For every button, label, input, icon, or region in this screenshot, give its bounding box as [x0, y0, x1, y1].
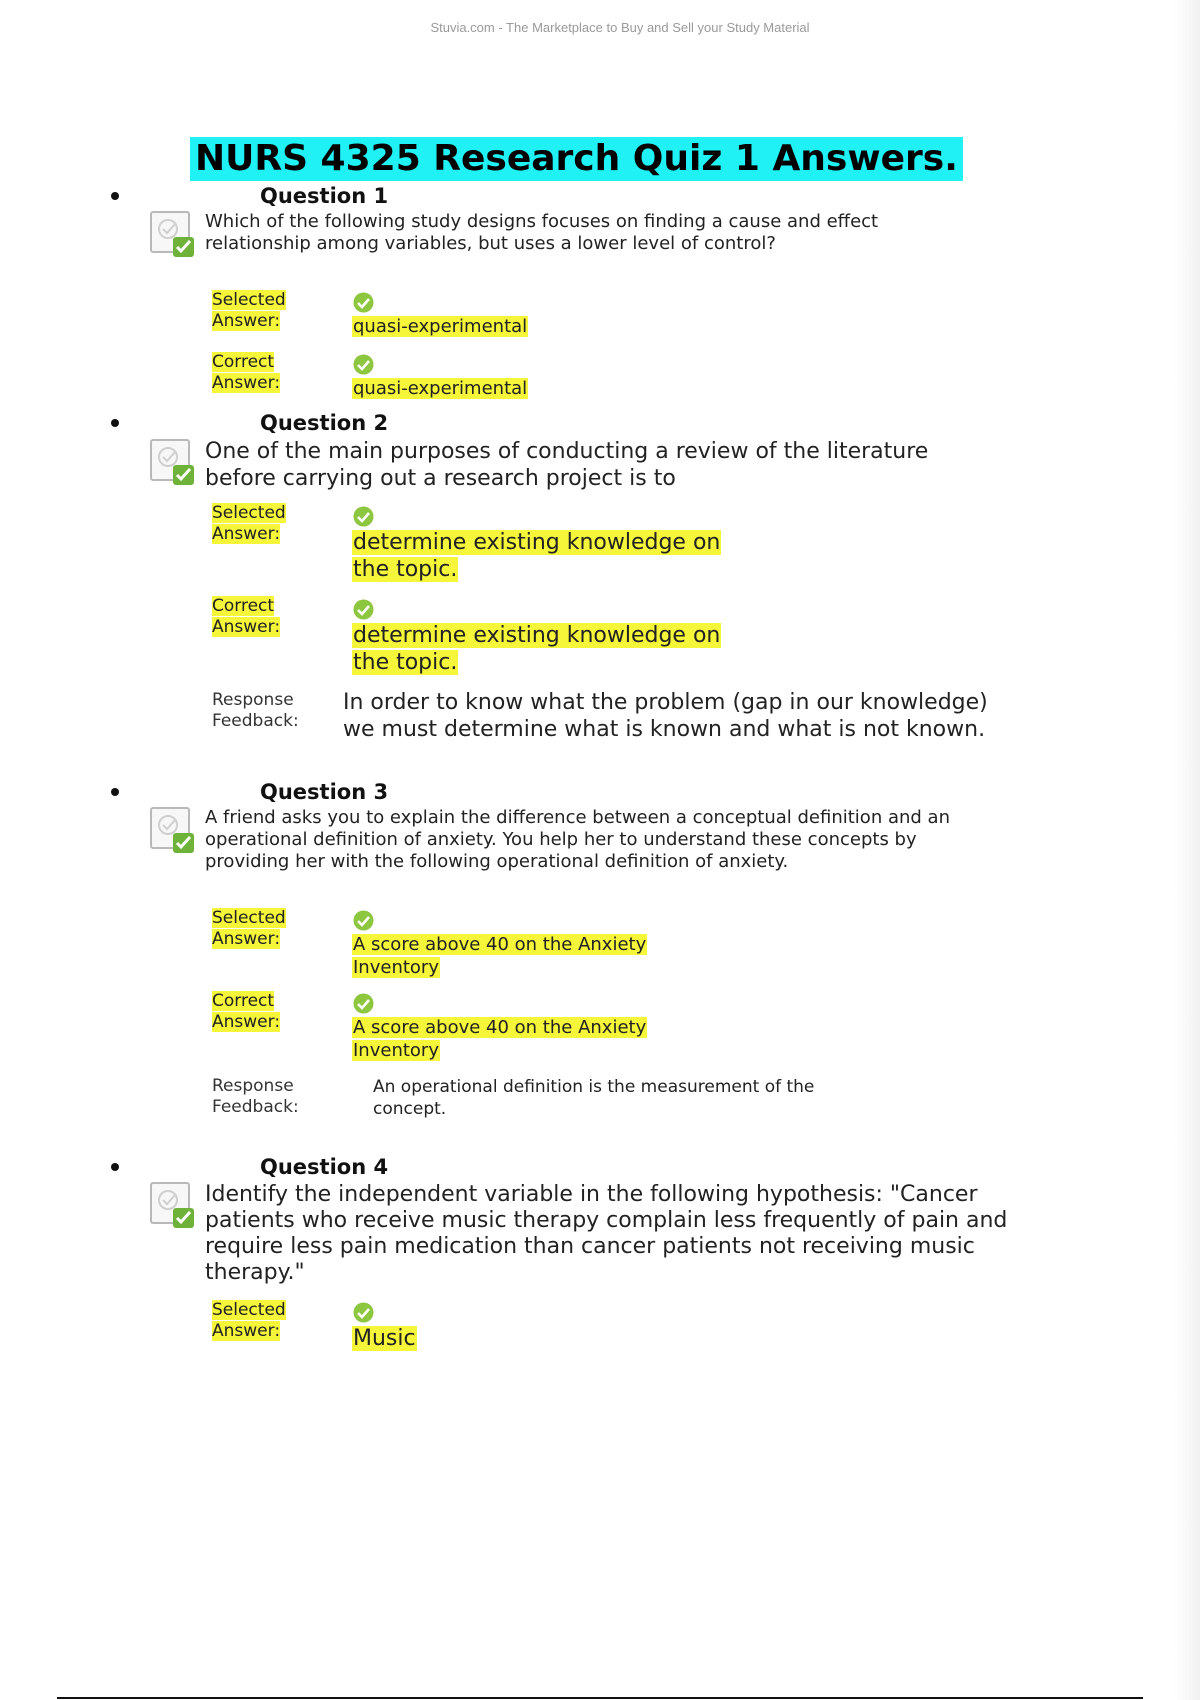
- question-heading: Question 3: [260, 780, 389, 804]
- selected-answer-label: Selected Answer:: [212, 503, 286, 544]
- graded-correct-icon: [150, 438, 196, 486]
- correct-answer: A score above 40 on the Anxiety Inventory: [353, 1017, 647, 1061]
- response-feedback: In order to know what the problem (gap in our knowledge) we must determine what is known and what is not known.: [343, 690, 988, 742]
- correct-answer: quasi-experimental: [353, 378, 528, 399]
- document-title: NURS 4325 Research Quiz 1 Answers.: [190, 137, 963, 181]
- selected-answer-label: Selected Answer:: [212, 290, 286, 331]
- correct-check-icon: [353, 599, 374, 620]
- question-text: Identify the independent variable in the following hypothesis: "Cancer patients who receive music therapy complain less frequently of pain and require less pain medication than cancer patients not receiving music therapy.": [205, 1182, 1008, 1285]
- response-feedback: An operational definition is the measurement of the concept.: [373, 1077, 815, 1119]
- selected-answer: A score above 40 on the Anxiety Inventory: [353, 934, 647, 978]
- selected-answer-label: Selected Answer:: [212, 1300, 286, 1341]
- document-title-wrap: [190, 137, 963, 181]
- page-bottom-rule: [57, 1697, 1143, 1699]
- graded-correct-icon: [150, 1181, 196, 1229]
- bullet: [111, 788, 119, 796]
- correct-check-icon: [353, 354, 374, 375]
- question-heading: Question 4: [260, 1155, 389, 1179]
- correct-answer: determine existing knowledge on the topic.: [353, 623, 721, 675]
- response-feedback-label: Response Feedback:: [212, 1076, 299, 1117]
- correct-check-icon: [353, 910, 374, 931]
- page-edge-shadow: [1174, 0, 1200, 1700]
- selected-answer-label: Selected Answer:: [212, 908, 286, 949]
- graded-correct-icon: [150, 806, 196, 854]
- question-heading: Question 2: [260, 411, 389, 435]
- correct-check-icon: [353, 1302, 374, 1323]
- bullet: [111, 419, 119, 427]
- correct-answer-label: Correct Answer:: [212, 991, 281, 1032]
- selected-answer: determine existing knowledge on the topic.: [353, 530, 721, 582]
- correct-check-icon: [353, 292, 374, 313]
- correct-answer-label: Correct Answer:: [212, 596, 281, 637]
- correct-answer-label: Correct Answer:: [212, 352, 281, 393]
- graded-correct-icon: [150, 210, 196, 258]
- site-header: Stuvia.com - The Marketplace to Buy and Sell your Study Material: [430, 20, 810, 35]
- selected-answer: Music: [353, 1326, 416, 1351]
- response-feedback-label: Response Feedback:: [212, 690, 299, 731]
- selected-answer: quasi-experimental: [353, 316, 528, 337]
- correct-check-icon: [353, 993, 374, 1014]
- question-text: Which of the following study designs focuses on finding a cause and effect relationship among variables, but uses a lower level of control?: [205, 211, 879, 254]
- correct-check-icon: [353, 506, 374, 527]
- question-heading: Question 1: [260, 184, 389, 208]
- question-text: One of the main purposes of conducting a review of the literature before carrying out a research project is to: [205, 439, 929, 491]
- question-text: A friend asks you to explain the difference between a conceptual definition and an operational definition of anxiety. You help her to understand these concepts by providing her with the following operational definition of anxiety.: [205, 807, 950, 872]
- bullet: [111, 1163, 119, 1171]
- bullet: [111, 192, 119, 200]
